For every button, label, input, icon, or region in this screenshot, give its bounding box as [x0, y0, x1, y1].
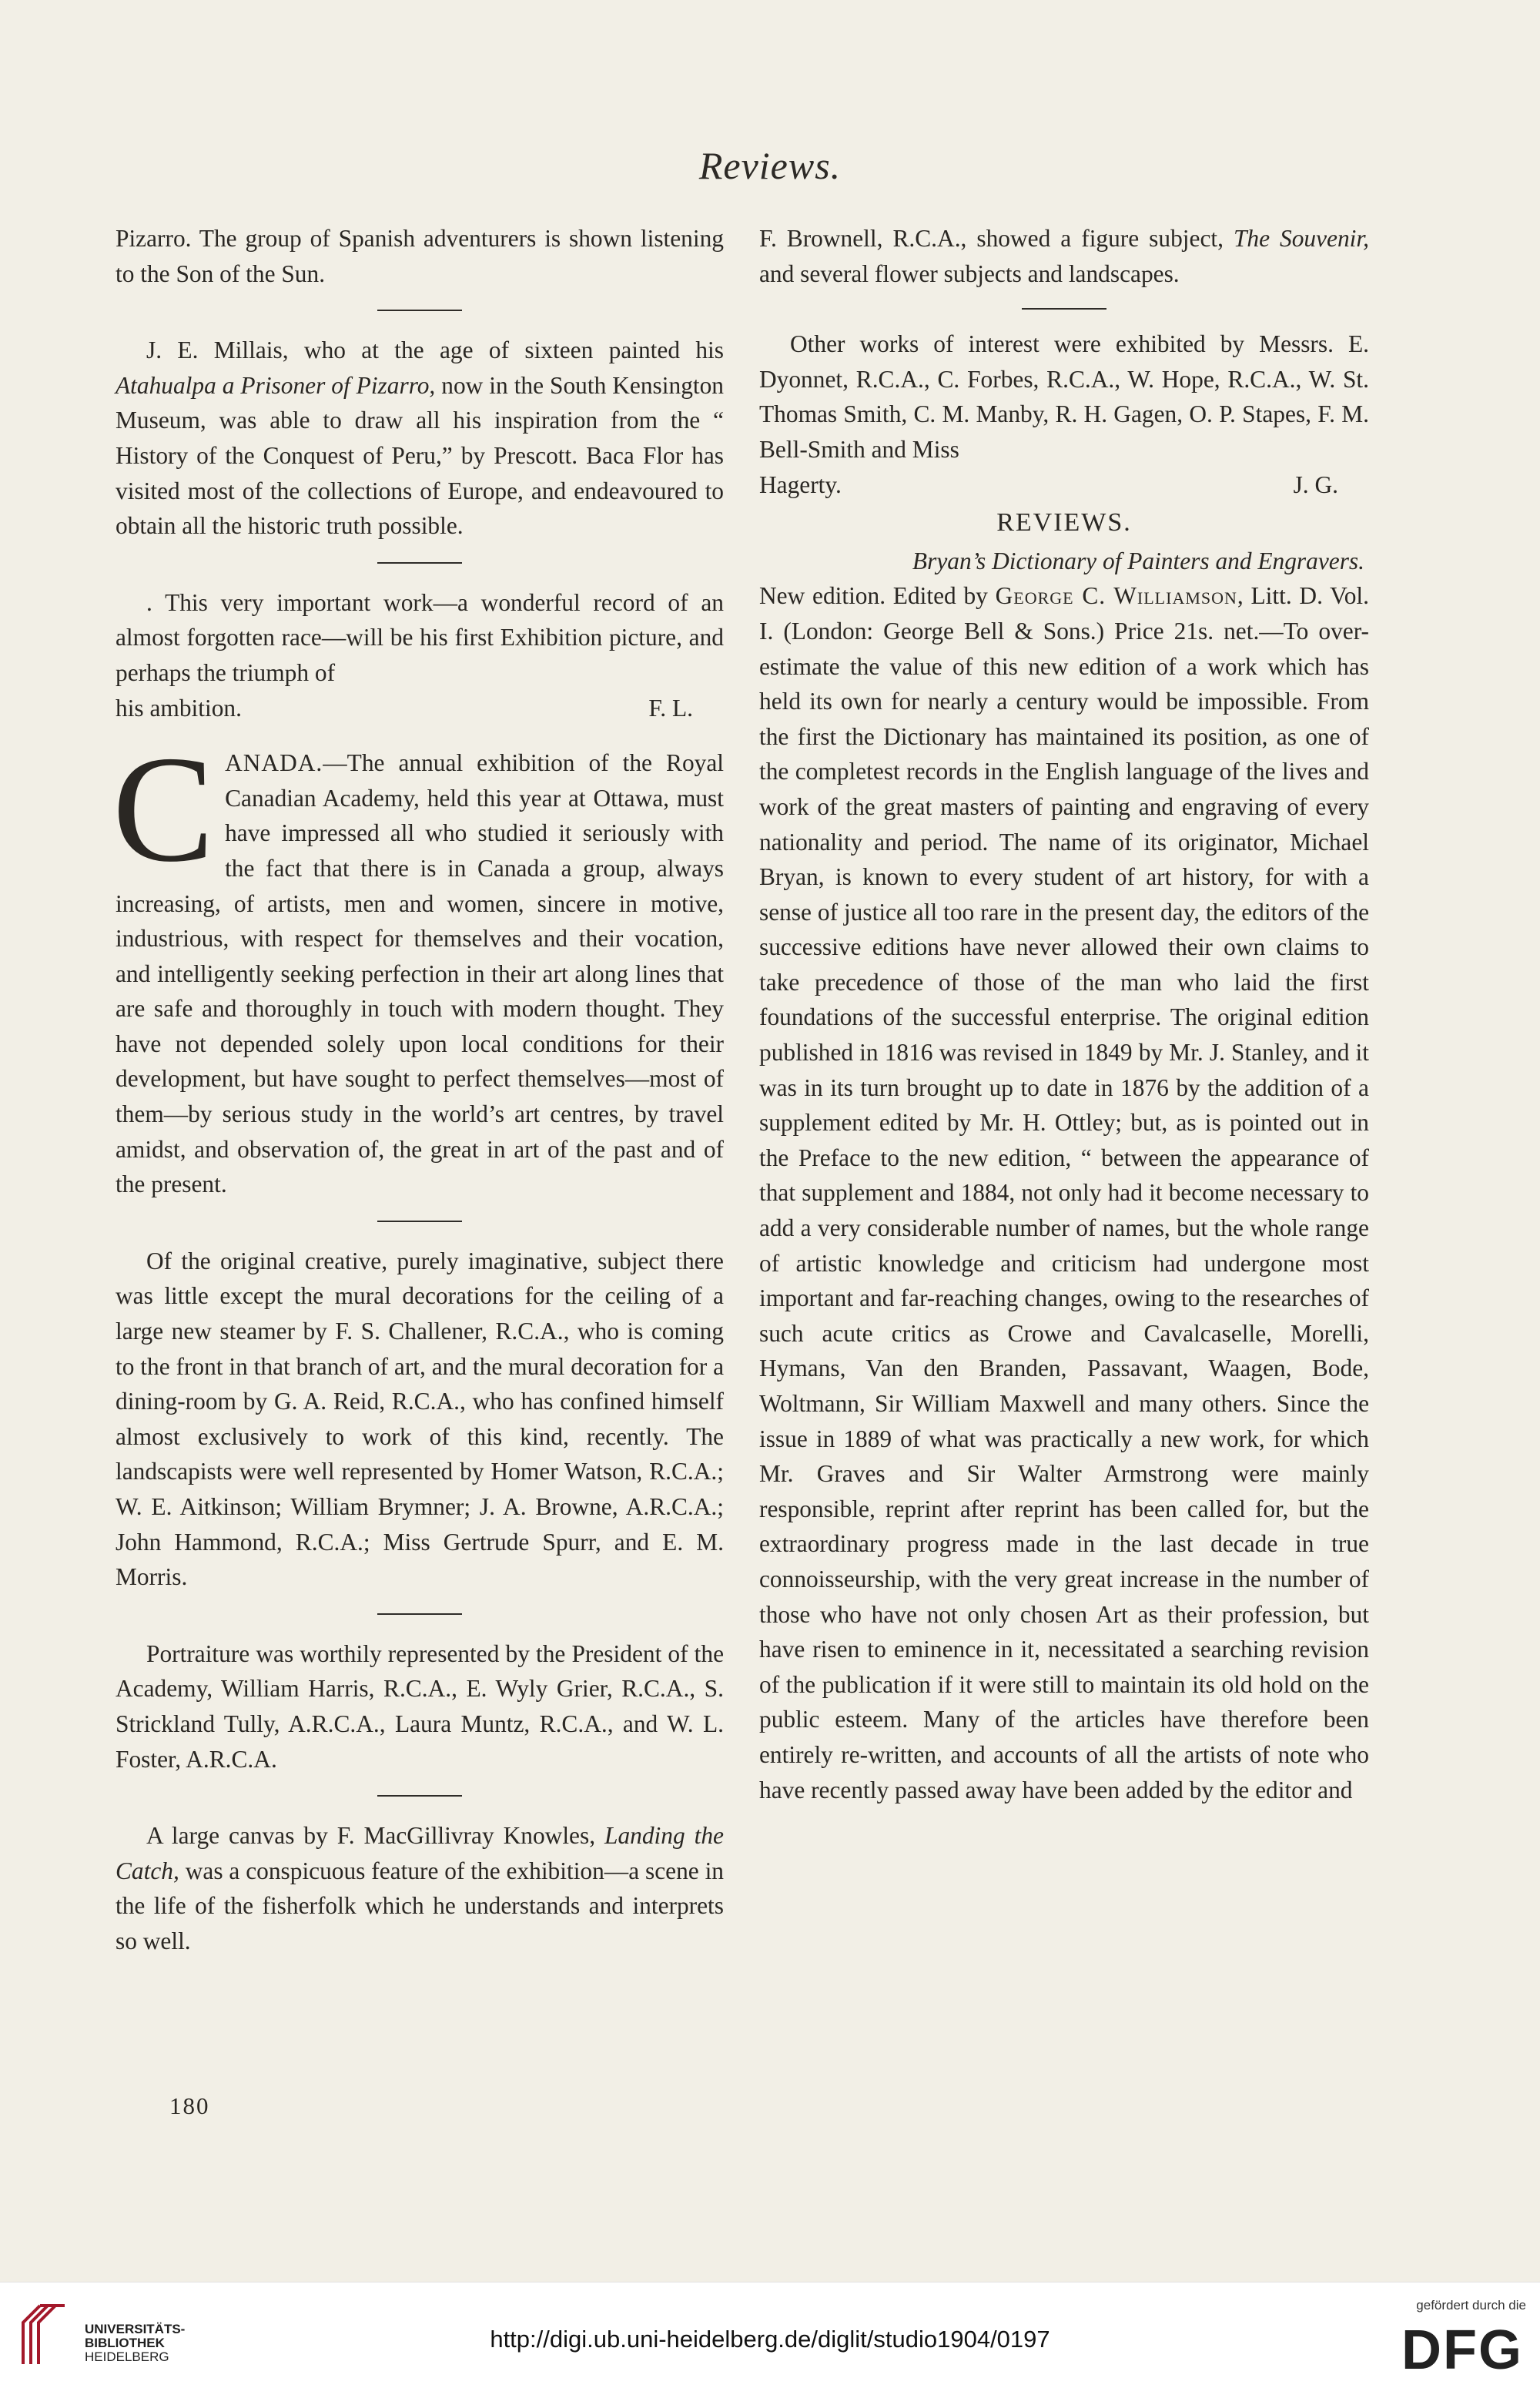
drop-cap: C: [112, 725, 215, 894]
section-rule: [377, 1795, 462, 1797]
author-initials: F. L.: [648, 694, 693, 722]
paragraph-review: New edition. Edited by George C. Williamson, Litt. D. Vol. I. (London: George Bell & Sons.) Price 21s. net.—To over-estimate the value of this new edition of a work which has held its own for nearly a century would be impossible. From the first the Dictionary has maintained its position, as one of the completest records in the English language of the lives and work of the great masters of painting and engraving of every nationality and period. The name of its originator, Michael Bryan, is known to every student of art history, for with a sense of justice all too rare in the present day, the editors of the successive editions have never allowed their own claims to take precedence of those of the man who laid the first foundations of the successful enterprise. The original edition published in 1816 was revised in 1849 by Mr. J. Stanley, and it was in its turn brought up to date in 1876 by the addition of a supplement edited by Mr. H. Ottley; but, as is pointed out in the Preface to the new edition, “ between the appearance of that supplement and 1884, not only had it become necessary to add a very considerable number of names, but the whole range of artistic knowledge and criticism had undergone most important and far-reaching changes, owing to the researches of such acute critics as Crowe and Cavalcaselle, Morelli, Hymans, Van den Branden, Passavant, Waagen, Bode, Woltmann, Sir William Maxwell and many others. Since the issue in 1889 of what was practically a new work, for which Mr. Graves and Sir Walter Armstrong were mainly responsible, reprint after reprint has been called for, but the extraordinary progress made in the last decade in true connoisseurship, with the very great increase in the number of those who have not only chosen Art as their profession, but have risen to eminence in it, necessitated a searching revision of the publication if it were still to maintain its old hold on the public esteem. Many of the articles have therefore been entirely re-written, and accounts of all the artists of note who have recently passed away have been added by the editor and: [759, 582, 1369, 1804]
digitization-footer: [0, 2282, 1540, 2398]
paragraph-knowles: A large canvas by F. MacGillivray Knowles, Landing the Catch, was a conspicuous feature of the exhibition—a scene in the life of the fisherfolk which he understands and interprets so well.: [116, 1822, 724, 1954]
reviews-heading: REVIEWS.: [996, 508, 1132, 538]
funded-by-label: gefördert durch die: [1416, 2298, 1526, 2313]
library-name: UNIVERSITÄTS- BIBLIOTHEK HEIDELBERG: [85, 2322, 186, 2364]
paragraph-important-work: . This very important work—a wonderful record of an almost forgotten race—will be his first Exhibition picture, and perhaps the triumph of: [116, 588, 724, 686]
left-column: [112, 221, 724, 1959]
signature-line: Hagerty. J. G.: [759, 467, 1369, 503]
paragraph-millais: J. E. Millais, who at the age of sixteen painted his Atahualpa a Prisoner of Pizarro, now in the South Kensington Museum, was able to draw all his inspiration from the “ History of the Conquest of Peru,” by Prescott. Baca Flor has visited most of the collections of Europe, and endeavoured to obtain all the historic truth possible.: [116, 337, 724, 540]
section-rule: [377, 310, 462, 311]
section-rule: [377, 1613, 462, 1615]
editor-name: George C. Williamson: [995, 582, 1237, 610]
paragraph-other-works: Other works of interest were exhibited by Messrs. E. Dyonnet, R.C.A., C. Forbes, R.C.A., W. Hope, R.C.A., W. St. Thomas Smith, C. M. Manby, R. H. Gagen, O. P. Stapes, F. M. Bell-Smith and Miss: [759, 330, 1369, 463]
paragraph-canada: CANADA.—The annual exhibition of the Royal Canadian Academy, held this year at Ottawa, must have impressed all who studied it seriously with the fact that there is in Canada a group, always increasing, of artists, men and women, sincere in motive, industrious, with respect for themselves and their vocation, and intelligently seeking perfection in their art along lines that are safe and thoroughly in touch with modern thought. They have not depended solely upon local conditions for their development, but have sought to perfect themselves—most of them—by serious study in the world’s art centres, by travel amidst, and observation of, the great in art of the past and of the present.: [112, 725, 724, 1198]
paragraph-pizarro: Pizarro. The group of Spanish adventurers is shown listening to the Son of the Sun.: [116, 225, 724, 287]
paragraph-portraiture: Portraiture was worthily represented by the President of the Academy, William Harris, R.C.A., E. Wyly Grier, R.C.A., S. Strickland Tully, A.R.C.A., Laura Muntz, R.C.A., and W. L. Foster, A.R.C.A.: [116, 1639, 724, 1773]
right-column: [759, 221, 1369, 1807]
paragraph-creative: Of the original creative, purely imaginative, subject there was little except the mural decorations for the ceiling of a large new steamer by F. S. Challener, R.C.A., who is coming to the front in that branch of art, and the mural decoration for a dining-room by G. A. Reid, R.C.A., who has confined himself almost exclusively to work of this kind, recently. The landscapists were well represented by Homer Watson, R.C.A.; W. E. Aitkinson; William Brymner; J. A. Browne, A.R.C.A.; John Hammond, R.C.A.; Miss Gertrude Spurr, and E. M. Morris.: [116, 1247, 724, 1591]
author-initials: J. G.: [1293, 471, 1338, 498]
artwork-title: Atahualpa a Prisoner of Pizarro,: [116, 371, 436, 399]
dfg-logo: DFG: [1401, 2319, 1523, 2381]
paragraph-brownell: F. Brownell, R.C.A., showed a figure subject, The Souvenir, and several flower subjects and landscapes.: [759, 225, 1369, 287]
section-rule: [1022, 308, 1106, 310]
artwork-title: The Souvenir,: [1233, 225, 1369, 252]
page-number: 180: [169, 2092, 210, 2119]
signature-line: his ambition. F. L.: [116, 691, 724, 726]
book-title: Bryan’s Dictionary of Painters and Engravers.: [912, 547, 1364, 574]
running-head: Reviews.: [698, 144, 842, 187]
section-rule: [377, 1221, 462, 1222]
source-url-link[interactable]: http://digi.ub.uni-heidelberg.de/diglit/studio1904/0197: [490, 2326, 1050, 2353]
section-rule: [377, 562, 462, 564]
artwork-title: Landing the Catch,: [116, 1822, 724, 1884]
